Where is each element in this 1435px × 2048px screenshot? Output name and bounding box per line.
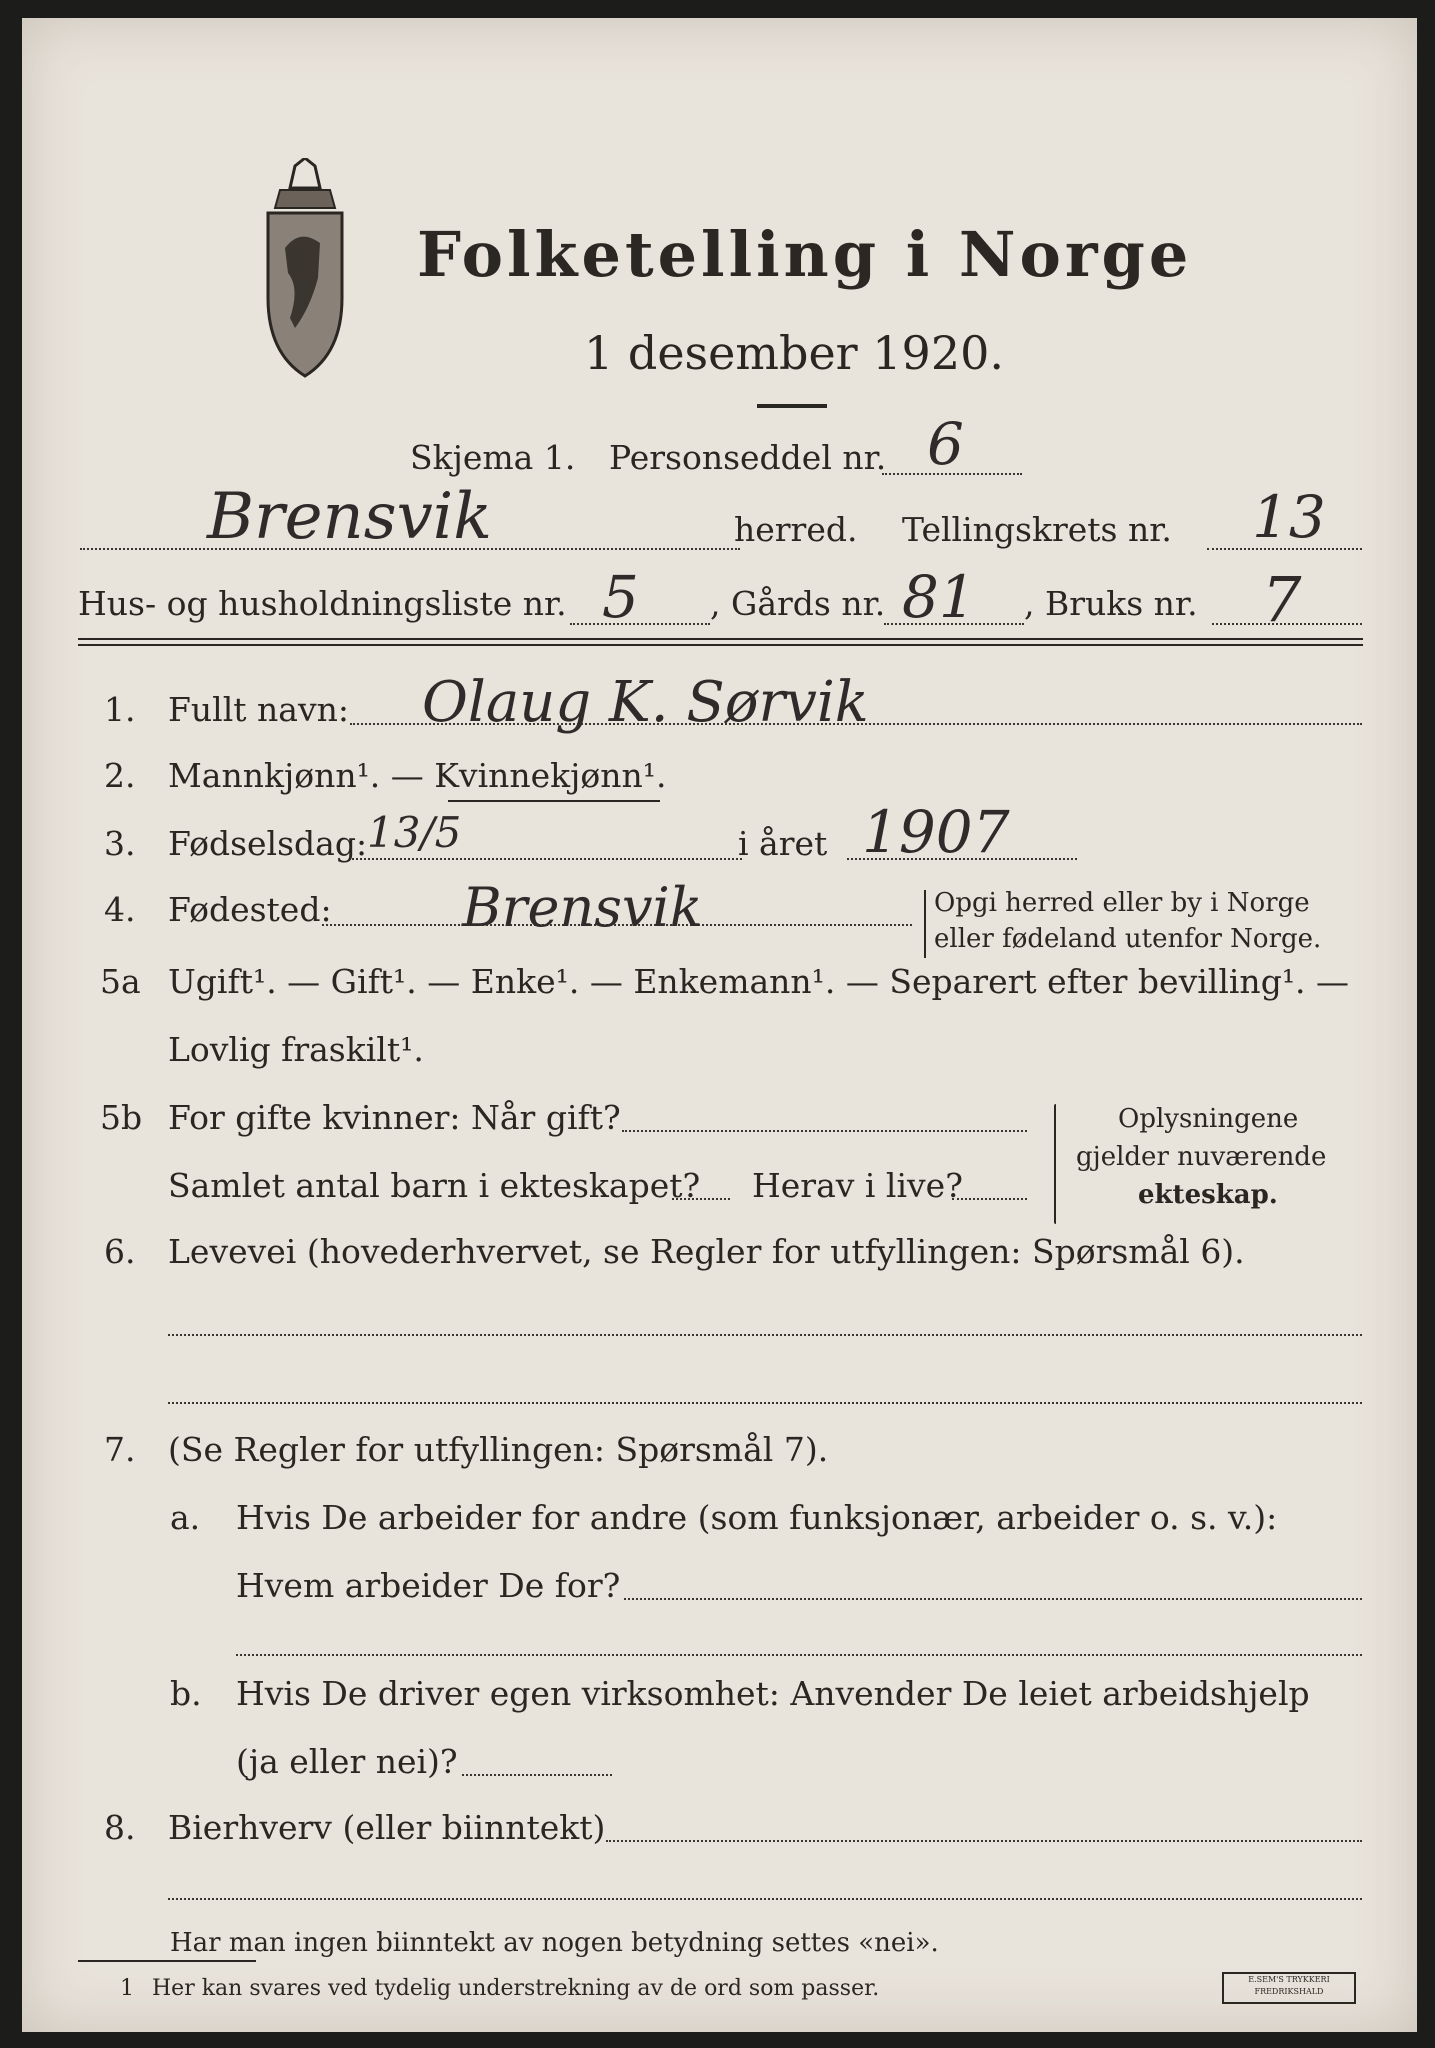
side-income-field[interactable] [606, 1840, 1362, 1842]
hus-value[interactable]: 5 [602, 563, 639, 631]
q8-note: Har man ingen biinntekt av nogen betydning settes «nei». [170, 1928, 939, 1958]
q4-label: Fødested: [168, 890, 332, 929]
q6-number: 6. [104, 1232, 136, 1271]
occupation-label: Levevei (hovederhvervet, se Regler for utfyllingen: Spørsmål 6). [168, 1232, 1245, 1271]
herred-value[interactable]: Brensvik [207, 480, 492, 554]
bruks-label: , Bruks nr. [1024, 584, 1198, 623]
schema-label: Skjema 1. [410, 438, 576, 477]
title-divider [757, 404, 827, 408]
birthplace-value[interactable]: Brensvik [462, 876, 703, 939]
q5b-note-2: gjelder nuværende [1076, 1142, 1327, 1172]
full-name-value[interactable]: Olaug K. Sørvik [422, 670, 869, 735]
hired-help-label: (ja eller nei)? [236, 1742, 458, 1781]
footnote-text: Her kan svares ved tydelig understrekning av de ord som passer. [152, 1976, 880, 2001]
hus-label: Hus- og husholdningsliste nr. [78, 584, 567, 623]
q5a-number: 5a [100, 962, 141, 1001]
birth-year-label: i året [738, 824, 828, 863]
q7a-letter: a. [170, 1498, 201, 1537]
children-total-label: Samlet antal barn i ekteskapet? [168, 1166, 701, 1205]
children-alive-field[interactable] [952, 1198, 1027, 1200]
q2-number: 2. [104, 756, 136, 795]
q7-number: 7. [104, 1430, 136, 1469]
tellingskrets-label: Tellingskrets nr. [902, 510, 1172, 549]
kvinnekjonn-underline [448, 800, 660, 802]
occupation-field-1[interactable] [168, 1334, 1362, 1336]
side-income-label: Bierhverv (eller biinntekt) [168, 1808, 606, 1847]
header-rule-bottom [78, 644, 1363, 646]
children-total-field[interactable] [672, 1198, 730, 1200]
q5b-note-1: Oplysningene [1118, 1104, 1299, 1134]
form-title: Folketelling i Norge [417, 218, 1193, 291]
q7b-letter: b. [170, 1674, 202, 1713]
q5b-number: 5b [100, 1098, 143, 1137]
printer-stamp: E.SEM'S TRYKKERI FREDRIKSHALD [1222, 1972, 1356, 2004]
q8-number: 8. [104, 1808, 136, 1847]
q3-number: 3. [104, 824, 136, 863]
herred-label: herred. [734, 510, 858, 549]
hired-help-field[interactable] [462, 1774, 612, 1776]
married-when-label: For gifte kvinner: Når gift? [168, 1098, 621, 1137]
norway-coat-of-arms-icon [250, 158, 360, 383]
children-alive-label: Herav i live? [752, 1166, 963, 1205]
q4-number: 4. [104, 890, 136, 929]
employer-field-2[interactable] [236, 1654, 1362, 1656]
married-when-field[interactable] [622, 1130, 1027, 1132]
q1-label: Fullt navn: [168, 690, 349, 729]
q5b-note-3: ekteskap. [1138, 1180, 1278, 1210]
gards-label: , Gårds nr. [710, 584, 886, 623]
employer-label: Hvem arbeider De for? [236, 1566, 621, 1605]
q3-label: Fødselsdag: [168, 824, 368, 863]
personseddel-value[interactable]: 6 [927, 410, 964, 478]
birthday-value[interactable]: 13/5 [367, 808, 462, 857]
marital-status-options-2: Lovlig fraskilt¹. [168, 1030, 424, 1069]
personseddel-label: Personseddel nr. [609, 438, 887, 477]
tellingskrets-value[interactable]: 13 [1252, 483, 1326, 551]
q1-number: 1. [104, 690, 136, 729]
header-rule-top [78, 638, 1363, 640]
footnote-rule [78, 1960, 256, 1962]
q7b-label: Hvis De driver egen virksomhet: Anvender De leiet arbeidshjelp [236, 1674, 1310, 1713]
birth-year-value[interactable]: 1907 [862, 798, 1010, 866]
census-date: 1 desember 1920. [584, 326, 1004, 380]
q7-label: (Se Regler for utfyllingen: Spørsmål 7). [168, 1430, 829, 1469]
marital-status-options: Ugift¹. — Gift¹. — Enke¹. — Enkemann¹. — Separert efter bevilling¹. — [168, 962, 1350, 1001]
footnote-mark: 1 [120, 1976, 134, 2001]
occupation-field-2[interactable] [168, 1402, 1362, 1404]
bruks-value[interactable]: 7 [1262, 563, 1302, 636]
census-form-sheet [22, 18, 1417, 2032]
q4-note-2: eller fødeland utenfor Norge. [934, 924, 1322, 954]
side-income-field-2[interactable] [168, 1898, 1362, 1900]
q7a-label: Hvis De arbeider for andre (som funksjonær, arbeider o. s. v.): [236, 1498, 1278, 1537]
q4-note-1: Opgi herred eller by i Norge [934, 888, 1310, 918]
gards-value[interactable]: 81 [902, 563, 976, 631]
gender-options: Mannkjønn¹. — Kvinnekjønn¹. [168, 756, 667, 795]
employer-field[interactable] [624, 1598, 1362, 1600]
